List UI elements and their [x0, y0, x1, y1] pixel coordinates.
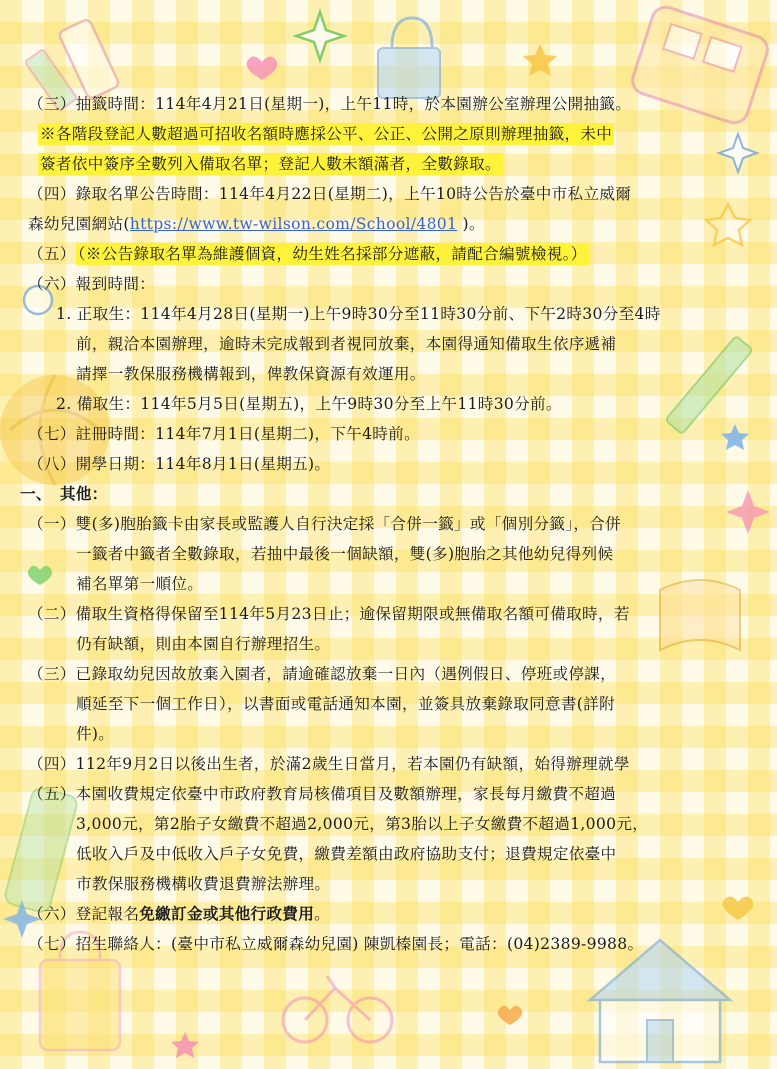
others-heading: 一、 其他： — [20, 484, 108, 503]
waitlist-retention-line-1: （二）備取生資格得保留至114年5月23日止；逾保留期限或無備取名額可備取時，若 — [28, 605, 630, 623]
website-prefix: 森幼兒園網站( — [28, 215, 130, 233]
school-website-link[interactable]: https://www.tw-wilson.com/School/4801 — [129, 215, 458, 233]
pencil-right-illustration — [665, 336, 753, 434]
star-icon — [523, 44, 557, 76]
house-illustration — [590, 940, 730, 1062]
heart-icon — [247, 56, 278, 80]
lottery-time-line: （三）抽籤時間：114年4月21日(星期一)，上午11時，於本園辦公室辦理公開抽籤。 — [28, 95, 632, 113]
highlight-lottery-rule-2: 簽者依中簽序全數列入備取名單；登記人數未額滿者，全數錄取。 — [40, 155, 501, 173]
fees-line-4: 市教保服務機構收費退費辦法辦理。 — [76, 875, 331, 893]
withdrawal-line-3: 件)。 — [76, 725, 115, 743]
report-time-heading: （六）報到時間： — [28, 275, 156, 293]
regular-admission-line-3: 請擇一教保服務機構報到，俾教保資源有效運用。 — [76, 365, 426, 383]
registration-fee-suffix: 。 — [314, 905, 331, 923]
fees-line-3: 低收入戶及中低收入戶子女免費，繳費差額由政府協助支付；退費規定依臺中 — [76, 845, 617, 863]
lottery-rule-line-1 — [38, 122, 614, 146]
waitlist-retention-line-2: 仍有缺額，則由本園自行辦理招生。 — [76, 635, 331, 653]
lottery-rule-line-2 — [38, 152, 503, 176]
waitlist-line: 2. 備取生：114年5月5日(星期五)，上午9時30分至上午11時30分前。 — [56, 395, 562, 413]
highlight-privacy-note: （※公告錄取名單為維護個資，幼生姓名採部分遮蔽，請配合編號檢視。） — [77, 245, 587, 263]
small-heart-icon — [28, 566, 52, 585]
binder-clip-illustration — [378, 18, 440, 98]
bus-illustration — [629, 4, 771, 127]
twins-line-1: （一）雙(多)胞胎籤卡由家長或監護人自行決定採「合併一籤」或「個別分籤」，合併 — [28, 515, 622, 533]
registration-time-line: （七）註冊時間：114年7月1日(星期二)，下午4時前。 — [28, 425, 420, 443]
website-suffix: )。 — [457, 215, 485, 233]
contact-line: （七）招生聯絡人：(臺中市私立威爾森幼兒園) 陳凱榛園長；電話：(04)2389-9988。 — [28, 935, 644, 953]
pink-star-icon — [171, 1032, 199, 1058]
twins-line-3: 補名單第一順位。 — [76, 575, 204, 593]
withdrawal-line-1: （三）已錄取幼兒因故放棄入園者，請逾確認放棄一日內（遇例假日、停班或停課， — [28, 665, 617, 683]
sparkle-icon — [296, 12, 344, 60]
highlight-lottery-rule-1: ※各階段登記人數超過可招收名額時應採公平、公正、公開之原則辦理抽籤，未中 — [40, 125, 613, 143]
pink-sparkle-icon — [726, 490, 770, 534]
twins-line-2: 一籤者中籤者全數錄取，若抽中最後一個缺額，雙(多)胞胎之其他幼兒得列候 — [76, 545, 614, 563]
school-start-line: （八）開學日期：114年8月1日(星期五)。 — [28, 455, 331, 473]
bicycle-illustration — [283, 976, 392, 1042]
fees-line-1: （五）本園收費規定依臺中市政府教育局核備項目及數額辦理，家長每月繳費不超過 — [28, 785, 617, 803]
website-line — [28, 212, 485, 236]
withdrawal-line-2: 順延至下一個工作日），以書面或電話通知本園，並簽具放棄錄取同意書(詳附 — [76, 695, 615, 713]
book-illustration — [660, 580, 740, 650]
sparkle-icon-right — [719, 134, 757, 172]
item-five-label: （五） — [28, 245, 76, 263]
blue-star-icon — [721, 424, 749, 450]
star-outline-icon — [706, 204, 750, 245]
regular-admission-line-2: 前，親洽本園辦理，逾時未完成報到者視同放棄，本園得通知備取生依序遞補 — [76, 335, 617, 353]
eligibility-line: （四）112年9月2日以後出生者，於滿2歲生日當月，若本園仍有缺額，始得辦理就學 — [28, 755, 630, 773]
orange-heart-icon — [498, 1006, 522, 1025]
registration-fee-line — [28, 902, 330, 926]
regular-admission-line-1: 1. 正取生：114年4月28日(星期一)上午9時30分至11時30分前、下午2時30分至4時 — [56, 305, 661, 323]
registration-fee-prefix: （六）登記報名 — [28, 905, 140, 923]
announcement-time-line: （四）錄取名單公告時間：114年4月22日(星期二)，上午10時公告於臺中市私立威爾 — [28, 185, 632, 203]
fees-line-2: 3,000元，第2胎子女繳費不超過2,000元，第3胎以上子女繳費不超過1,000元， — [76, 815, 649, 833]
privacy-note-line — [28, 242, 589, 266]
no-fee-emphasis: 免繳訂金或其他行政費用 — [139, 904, 315, 923]
yellow-heart-icon — [723, 896, 754, 920]
